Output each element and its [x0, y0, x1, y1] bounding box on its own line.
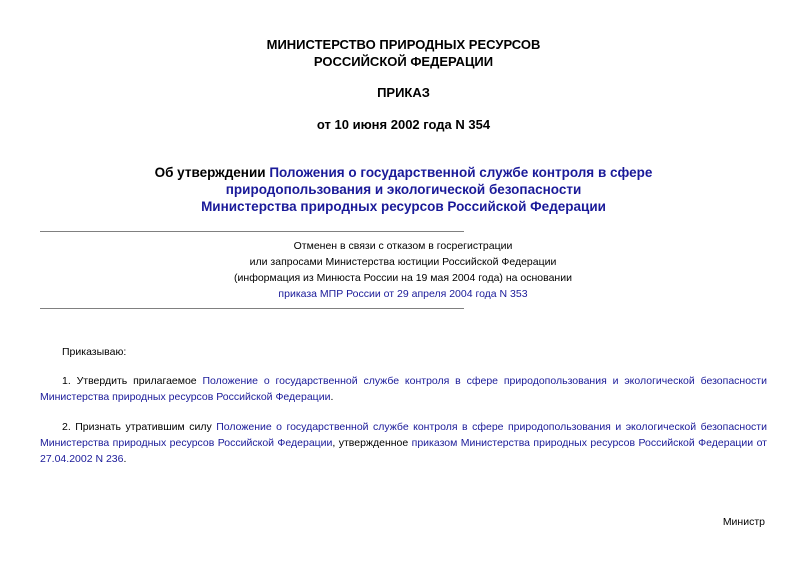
title-link-part-3[interactable]: Министерства природных ресурсов Российской Федерации	[201, 199, 606, 214]
item-1-suffix: .	[330, 391, 334, 403]
note-line-2: или запросами Министерства юстиции Российской Федерации	[249, 256, 557, 268]
note-divider-bottom	[40, 308, 464, 309]
document-title	[0, 164, 807, 215]
title-link-part-2[interactable]: природопользования и экологической безопасности	[225, 182, 582, 197]
item-2-suffix: .	[123, 453, 127, 465]
title-prefix: Об утверждении	[154, 165, 270, 180]
ministry-line-2: РОССИЙСКОЙ ФЕДЕРАЦИИ	[313, 54, 494, 69]
item-2-regulation-link[interactable]: Положение о государственной службе контроля в сфере природопользования и экологической безопасности Министерства природных ресурсов Российской Федерации	[40, 421, 767, 449]
note-order-link[interactable]: приказа МПР России от 29 апреля 2004 года N 353	[278, 288, 528, 300]
item-1-prefix: 1. Утвердить прилагаемое	[62, 375, 203, 387]
document-type: ПРИКАЗ	[377, 85, 430, 100]
ministry-line-1: МИНИСТЕРСТВО ПРИРОДНЫХ РЕСУРСОВ	[266, 37, 541, 52]
title-line-1	[0, 164, 807, 181]
signatory-position: Министр	[722, 516, 765, 528]
item-2-middle: , утвержденное	[332, 437, 412, 449]
note-line-1: Отменен в связи с отказом в госрегистрации	[293, 240, 513, 252]
document-date-number: от 10 июня 2002 года N 354	[316, 117, 491, 132]
item-1-paragraph	[40, 373, 767, 405]
note-divider-top	[40, 231, 464, 232]
item-2-prefix: 2. Признать утратившим силу	[62, 421, 217, 433]
ministry-header	[0, 36, 807, 70]
cancellation-note	[40, 238, 766, 302]
item-1-regulation-link[interactable]: Положение о государственной службе контроля в сфере природопользования и экологической безопасности Министерства природных ресурсов Российской Федерации	[40, 375, 767, 403]
note-line-3: (информация из Минюста России на 19 мая 2004 года) на основании	[234, 272, 572, 284]
order-word-paragraph	[40, 344, 767, 360]
item-2-order-link[interactable]: приказом Министерства природных ресурсов Российской Федерации от 27.04.2002 N 236	[40, 437, 767, 465]
title-link-part-1[interactable]: Положения о государственной службе контроля в сфере	[269, 165, 653, 180]
item-2-paragraph	[40, 419, 767, 467]
order-word: Приказываю:	[62, 346, 127, 358]
